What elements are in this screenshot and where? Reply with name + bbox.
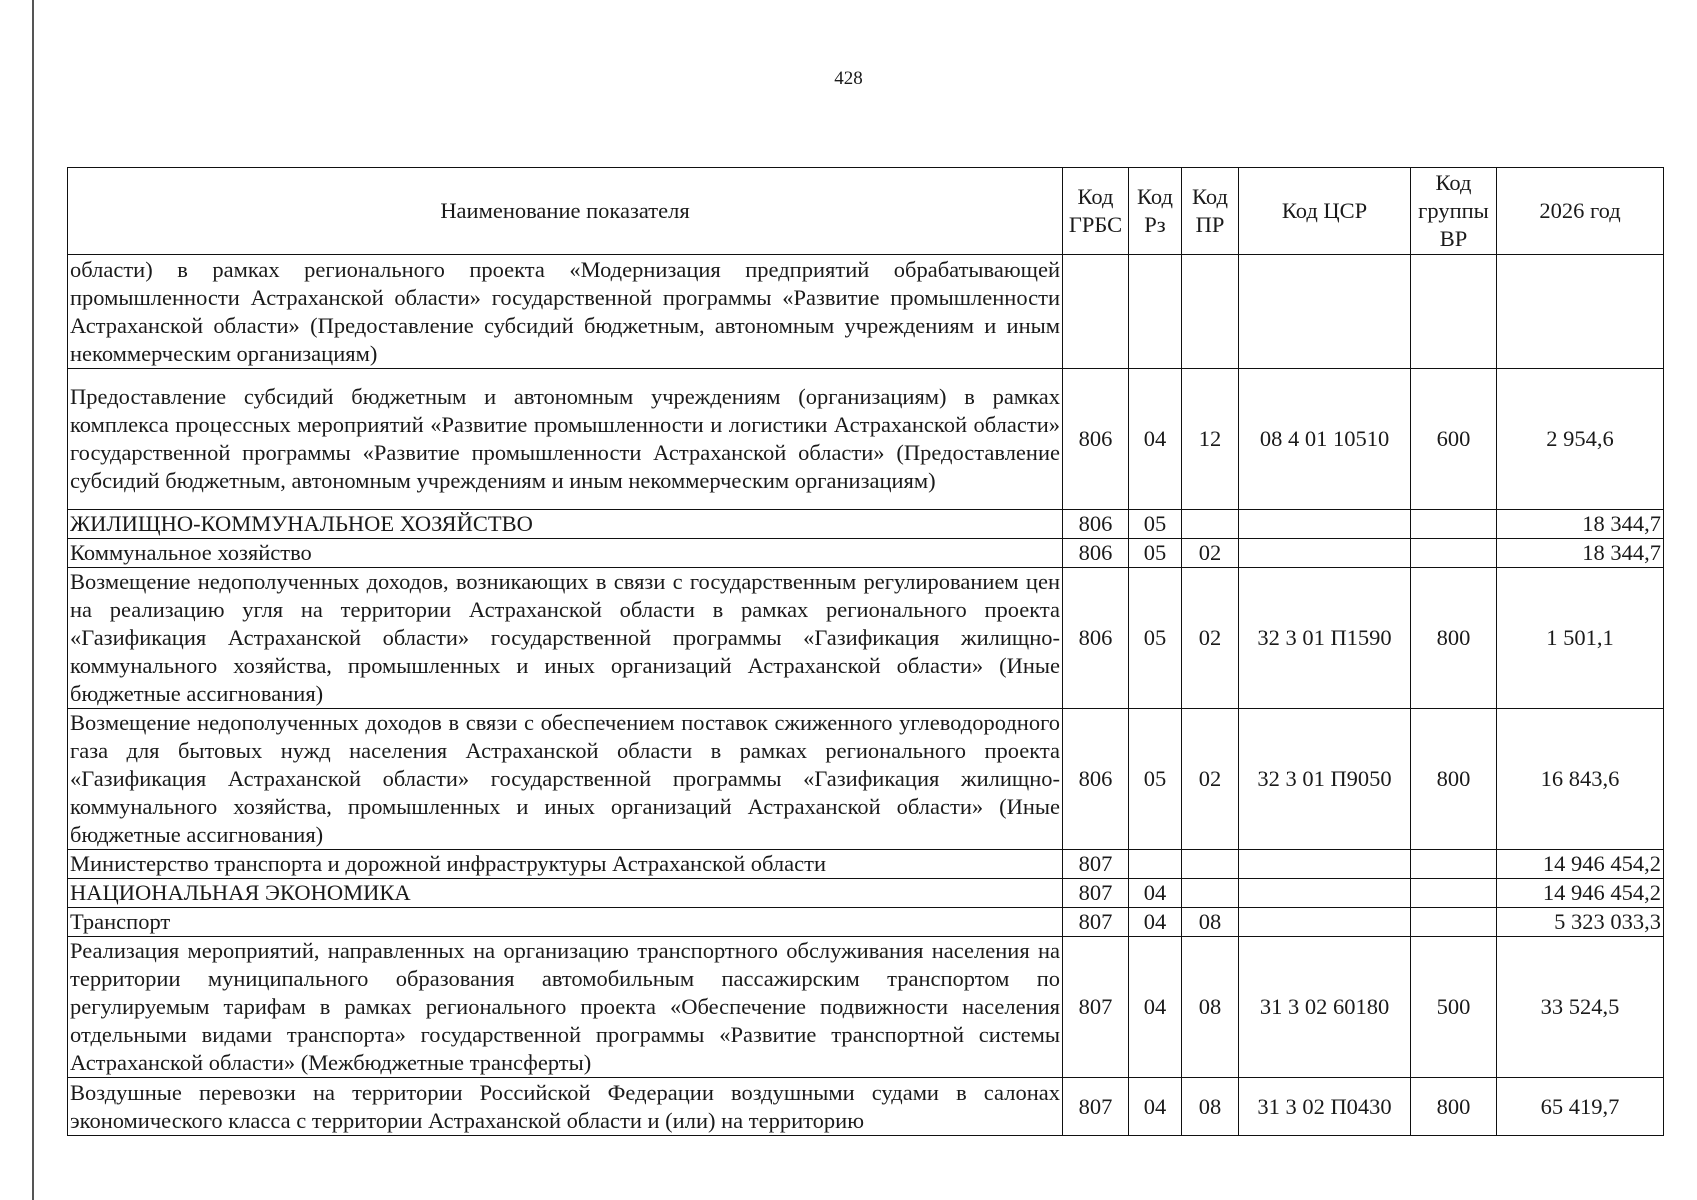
row-grbs: 807: [1063, 850, 1129, 879]
row-grbs: 806: [1063, 369, 1129, 510]
table-row: [68, 879, 1664, 908]
row-name: области) в рамках регионального проекта «Модернизация предприятий обрабатывающей промышленности Астраханской области» государственной программы «Развитие промышленности Астраханской области» (Предоставление субсидий бюджетным, автономным учреждениям и иным некоммерческим организациям): [68, 255, 1063, 369]
row-year: 14 946 454,2: [1497, 850, 1664, 879]
row-grbs: 806: [1063, 568, 1129, 709]
table-row: [68, 709, 1664, 850]
row-grbs: 806: [1063, 709, 1129, 850]
row-name: НАЦИОНАЛЬНАЯ ЭКОНОМИКА: [68, 879, 1063, 908]
row-rz: 05: [1129, 510, 1182, 539]
row-grbs: 807: [1063, 937, 1129, 1078]
row-grbs: 807: [1063, 879, 1129, 908]
row-pr: 08: [1182, 908, 1239, 937]
table-row: [68, 255, 1664, 369]
row-vr: 800: [1411, 1078, 1497, 1136]
row-pr: 08: [1182, 1078, 1239, 1136]
row-csr: [1239, 510, 1411, 539]
row-pr: 02: [1182, 568, 1239, 709]
row-vr: 500: [1411, 937, 1497, 1078]
header-name: Наименование показателя: [68, 168, 1063, 255]
row-csr: [1239, 255, 1411, 369]
row-pr: 12: [1182, 369, 1239, 510]
row-year: [1497, 255, 1664, 369]
row-rz: 05: [1129, 568, 1182, 709]
table-header: [68, 168, 1664, 255]
row-year: 65 419,7: [1497, 1078, 1664, 1136]
row-vr: [1411, 255, 1497, 369]
header-rz: Код Рз: [1129, 168, 1182, 255]
row-csr: 32 3 01 П9050: [1239, 709, 1411, 850]
row-name: Министерство транспорта и дорожной инфраструктуры Астраханской области: [68, 850, 1063, 879]
row-csr: 08 4 01 10510: [1239, 369, 1411, 510]
row-name: Коммунальное хозяйство: [68, 539, 1063, 568]
row-year: 18 344,7: [1497, 539, 1664, 568]
row-csr: 32 3 01 П1590: [1239, 568, 1411, 709]
row-year: 18 344,7: [1497, 510, 1664, 539]
row-vr: [1411, 879, 1497, 908]
table-body: [68, 255, 1664, 1136]
row-name: Возмещение недополученных доходов в связи с обеспечением поставок сжиженного углеводородного газа для бытовых нужд населения Астраханской области в рамках регионального проекта «Газификация Астраханской области» государственной программы «Газификация жилищно-коммунального хозяйства, промышленных и иных организаций Астраханской области» (Иные бюджетные ассигнования): [68, 709, 1063, 850]
row-csr: [1239, 908, 1411, 937]
row-name: ЖИЛИЩНО-КОММУНАЛЬНОЕ ХОЗЯЙСТВО: [68, 510, 1063, 539]
row-grbs: 807: [1063, 1078, 1129, 1136]
row-grbs: [1063, 255, 1129, 369]
row-csr: 31 3 02 60180: [1239, 937, 1411, 1078]
header-row: [68, 168, 1664, 255]
row-rz: 04: [1129, 937, 1182, 1078]
row-vr: [1411, 908, 1497, 937]
table-row: [68, 539, 1664, 568]
header-pr: Код ПР: [1182, 168, 1239, 255]
row-name: Воздушные перевозки на территории Российской Федерации воздушными судами в салонах экономического класса с территории Астраханской области и (или) на территорию: [68, 1078, 1063, 1136]
table-row: [68, 1078, 1664, 1136]
page-number: 428: [834, 68, 863, 89]
row-csr: [1239, 879, 1411, 908]
row-name: Предоставление субсидий бюджетным и автономным учреждениям (организациям) в рамках комплекса процессных мероприятий «Развитие промышленности и логистики Астраханской области» государственной программы «Развитие промышленности Астраханской области» (Предоставление субсидий бюджетным, автономным учреждениям и иным некоммерческим организациям): [68, 369, 1063, 510]
table-row: [68, 908, 1664, 937]
row-rz: 04: [1129, 879, 1182, 908]
row-name: Реализация мероприятий, направленных на организацию транспортного обслуживания населения на территории муниципального образования автомобильным пассажирским транспортом по регулируемым тарифам в рамках регионального проекта «Обеспечение подвижности населения отдельными видами транспорта» государственной программы «Развитие транспортной системы Астраханской области» (Межбюджетные трансферты): [68, 937, 1063, 1078]
row-csr: [1239, 850, 1411, 879]
row-rz: [1129, 850, 1182, 879]
row-pr: [1182, 255, 1239, 369]
header-vr: Код группы ВР: [1411, 168, 1497, 255]
row-year: 33 524,5: [1497, 937, 1664, 1078]
row-pr: [1182, 879, 1239, 908]
table-row: [68, 510, 1664, 539]
row-rz: [1129, 255, 1182, 369]
row-year: 16 843,6: [1497, 709, 1664, 850]
row-rz: 05: [1129, 539, 1182, 568]
row-csr: 31 3 02 П0430: [1239, 1078, 1411, 1136]
row-pr: [1182, 850, 1239, 879]
row-rz: 04: [1129, 908, 1182, 937]
row-vr: [1411, 850, 1497, 879]
table-row: [68, 369, 1664, 510]
row-pr: [1182, 510, 1239, 539]
row-vr: 800: [1411, 568, 1497, 709]
row-pr: 08: [1182, 937, 1239, 1078]
row-pr: 02: [1182, 709, 1239, 850]
table-row: [68, 937, 1664, 1078]
budget-table: [67, 167, 1664, 1136]
row-rz: 04: [1129, 1078, 1182, 1136]
row-pr: 02: [1182, 539, 1239, 568]
row-name: Транспорт: [68, 908, 1063, 937]
row-grbs: 807: [1063, 908, 1129, 937]
row-grbs: 806: [1063, 510, 1129, 539]
row-vr: 600: [1411, 369, 1497, 510]
header-year: 2026 год: [1497, 168, 1664, 255]
row-csr: [1239, 539, 1411, 568]
row-name: Возмещение недополученных доходов, возникающих в связи с государственным регулированием цен на реализацию угля на территории Астраханской области в рамках регионального проекта «Газификация Астраханской области» государственной программы «Газификация жилищно-коммунального хозяйства, промышленных и иных организаций Астраханской области» (Иные бюджетные ассигнования): [68, 568, 1063, 709]
row-rz: 04: [1129, 369, 1182, 510]
row-rz: 05: [1129, 709, 1182, 850]
row-vr: 800: [1411, 709, 1497, 850]
row-year: 14 946 454,2: [1497, 879, 1664, 908]
header-grbs: Код ГРБС: [1063, 168, 1129, 255]
table-row: [68, 568, 1664, 709]
row-vr: [1411, 510, 1497, 539]
row-grbs: 806: [1063, 539, 1129, 568]
row-year: 2 954,6: [1497, 369, 1664, 510]
row-year: 5 323 033,3: [1497, 908, 1664, 937]
table-row: [68, 850, 1664, 879]
row-vr: [1411, 539, 1497, 568]
page-left-edge: [32, 0, 34, 1200]
header-csr: Код ЦСР: [1239, 168, 1411, 255]
row-year: 1 501,1: [1497, 568, 1664, 709]
